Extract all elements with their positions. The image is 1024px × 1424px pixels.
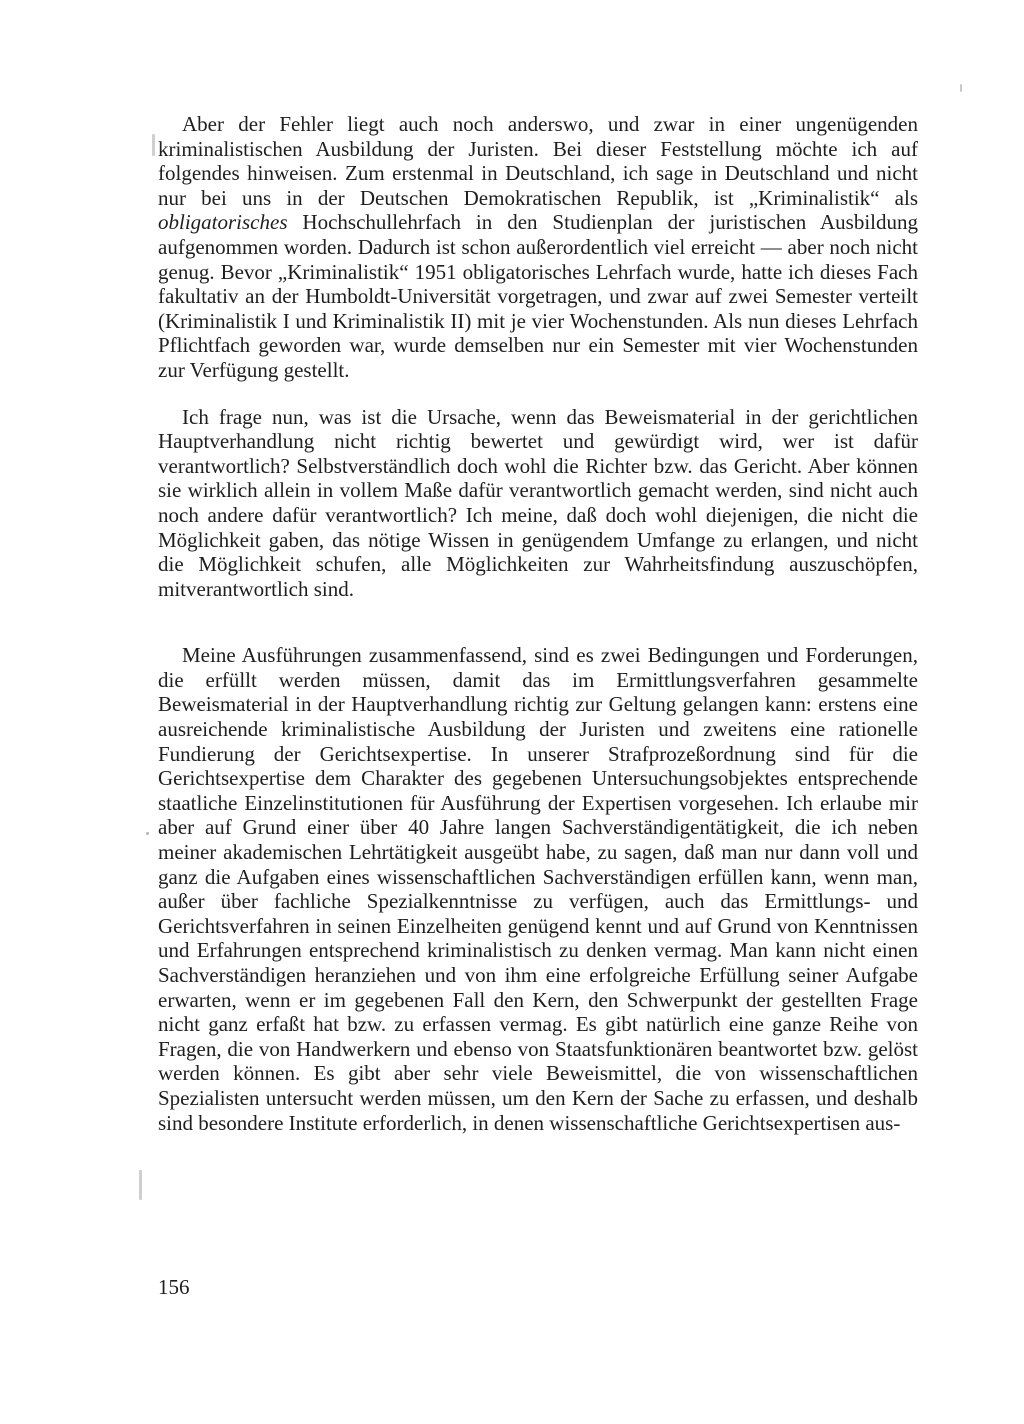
page-number: 156 (158, 1275, 190, 1299)
text-run: Aber der Fehler liegt auch noch anderswo, und zwar in einer ungenügenden kriminalistischen Ausbildung der Juristen. Bei dieser Feststellung möchte ich auf folgendes hinweisen. Zum erstenmal in Deutschland, ich sage in Deutschland und nicht nur bei uns in der Deutschen Demokratischen Republik, ist „Kriminalistik“ als (158, 112, 918, 210)
scan-speck (146, 832, 149, 835)
scan-speck (152, 134, 155, 156)
scan-speck (139, 1170, 142, 1200)
scan-speck (960, 84, 962, 92)
text-run: Meine Ausführungen zusammenfassend, sind es zwei Bedingungen und Forderungen, die erfüllt werden müssen, damit das im Ermittlungsverfahren gesammelte Beweismaterial in der Hauptverhandlung richtig zur Geltung gelangen kann: erstens eine ausreichende kriminalistische Ausbildung der Juristen und zweitens eine rationelle Fundierung der Gerichtsexpertise. In unserer Strafprozeßordnung sind für die Gerichtsexpertise dem Charakter des gegebenen Untersuchungsobjektes entsprechende staatliche Einzelinstitutionen für Ausführung der Expertisen vorgesehen. Ich erlaube mir aber auf Grund einer über 40 Jahre langen Sachverständigentätigkeit, die ich neben meiner akademischen Lehrtätigkeit ausgeübt habe, zu sagen, daß man nur dann voll und ganz die Aufgaben eines wissenschaftlichen Sachverständigen erfüllen kann, wenn man, außer über fachliche Spezialkenntnisse zu verfügen, auch das Ermittlungs- und Gerichtsverfahren in seinen Einzelheiten genügend kennt und auf Grund von Kenntnissen und Erfahrungen entsprechend kriminalistisch zu denken vermag. Man kann nicht einen Sachverständigen heranziehen und von ihm eine erfolgreiche Erfüllung seiner Aufgabe erwarten, wenn er im gegebenen Fall den Kern, den Schwerpunkt der gestellten Frage nicht ganz erfaßt hat bzw. zu erfassen vermag. Es gibt natürlich eine ganze Reihe von Fragen, die von Handwerkern und ebenso von Staatsfunktionären beantwortet bzw. gelöst werden können. Es gibt aber sehr viele Beweismittel, die von wissenschaftlichen Spezialisten untersucht werden müssen, um den Kern der Sache zu erfassen, und deshalb sind besondere Institute erforderlich, in denen wissenschaftliche Gerichtsexpertisen aus- (158, 643, 918, 1135)
body-text (158, 112, 918, 1135)
italic-text-run: obligatorisches (158, 210, 288, 235)
paragraph (158, 643, 918, 1135)
paragraph (158, 405, 918, 602)
paragraph (158, 112, 918, 383)
text-run: Ich frage nun, was ist die Ursache, wenn das Beweismaterial in der gerichtlichen Hauptverhandlung nicht richtig bewertet und gewürdigt wird, wer ist dafür verantwortlich? Selbstverständlich doch wohl die Richter bzw. das Gericht. Aber können sie wirklich allein in vollem Maße dafür verantwortlich gemacht werden, sind nicht auch noch andere dafür verantwortlich? Ich meine, daß doch wohl diejenigen, die nicht die Möglichkeit gaben, das nötige Wissen in genügendem Umfange zu erlangen, und nicht die Möglichkeit schufen, alle Möglichkeiten zur Wahrheitsfindung auszuschöpfen, mitverantwortlich sind. (158, 404, 918, 601)
text-run: Hochschullehrfach in den Studienplan der juristischen Ausbildung aufgenommen worden. Dadurch ist schon außerordentlich viel erreicht — aber noch nicht genug. Bevor „Kriminalistik“ 1951 obligatorisches Lehrfach wurde, hatte ich dieses Fach fakultativ an der Humboldt-Universität vorgetragen, und zwar auf zwei Semester verteilt (Kriminalistik I und Kriminalistik II) mit je vier Wochenstunden. Als nun dieses Lehrfach Pflichtfach geworden war, wurde demselben nur ein Semester mit vier Wochenstunden zur Verfügung gestellt. (158, 210, 918, 382)
